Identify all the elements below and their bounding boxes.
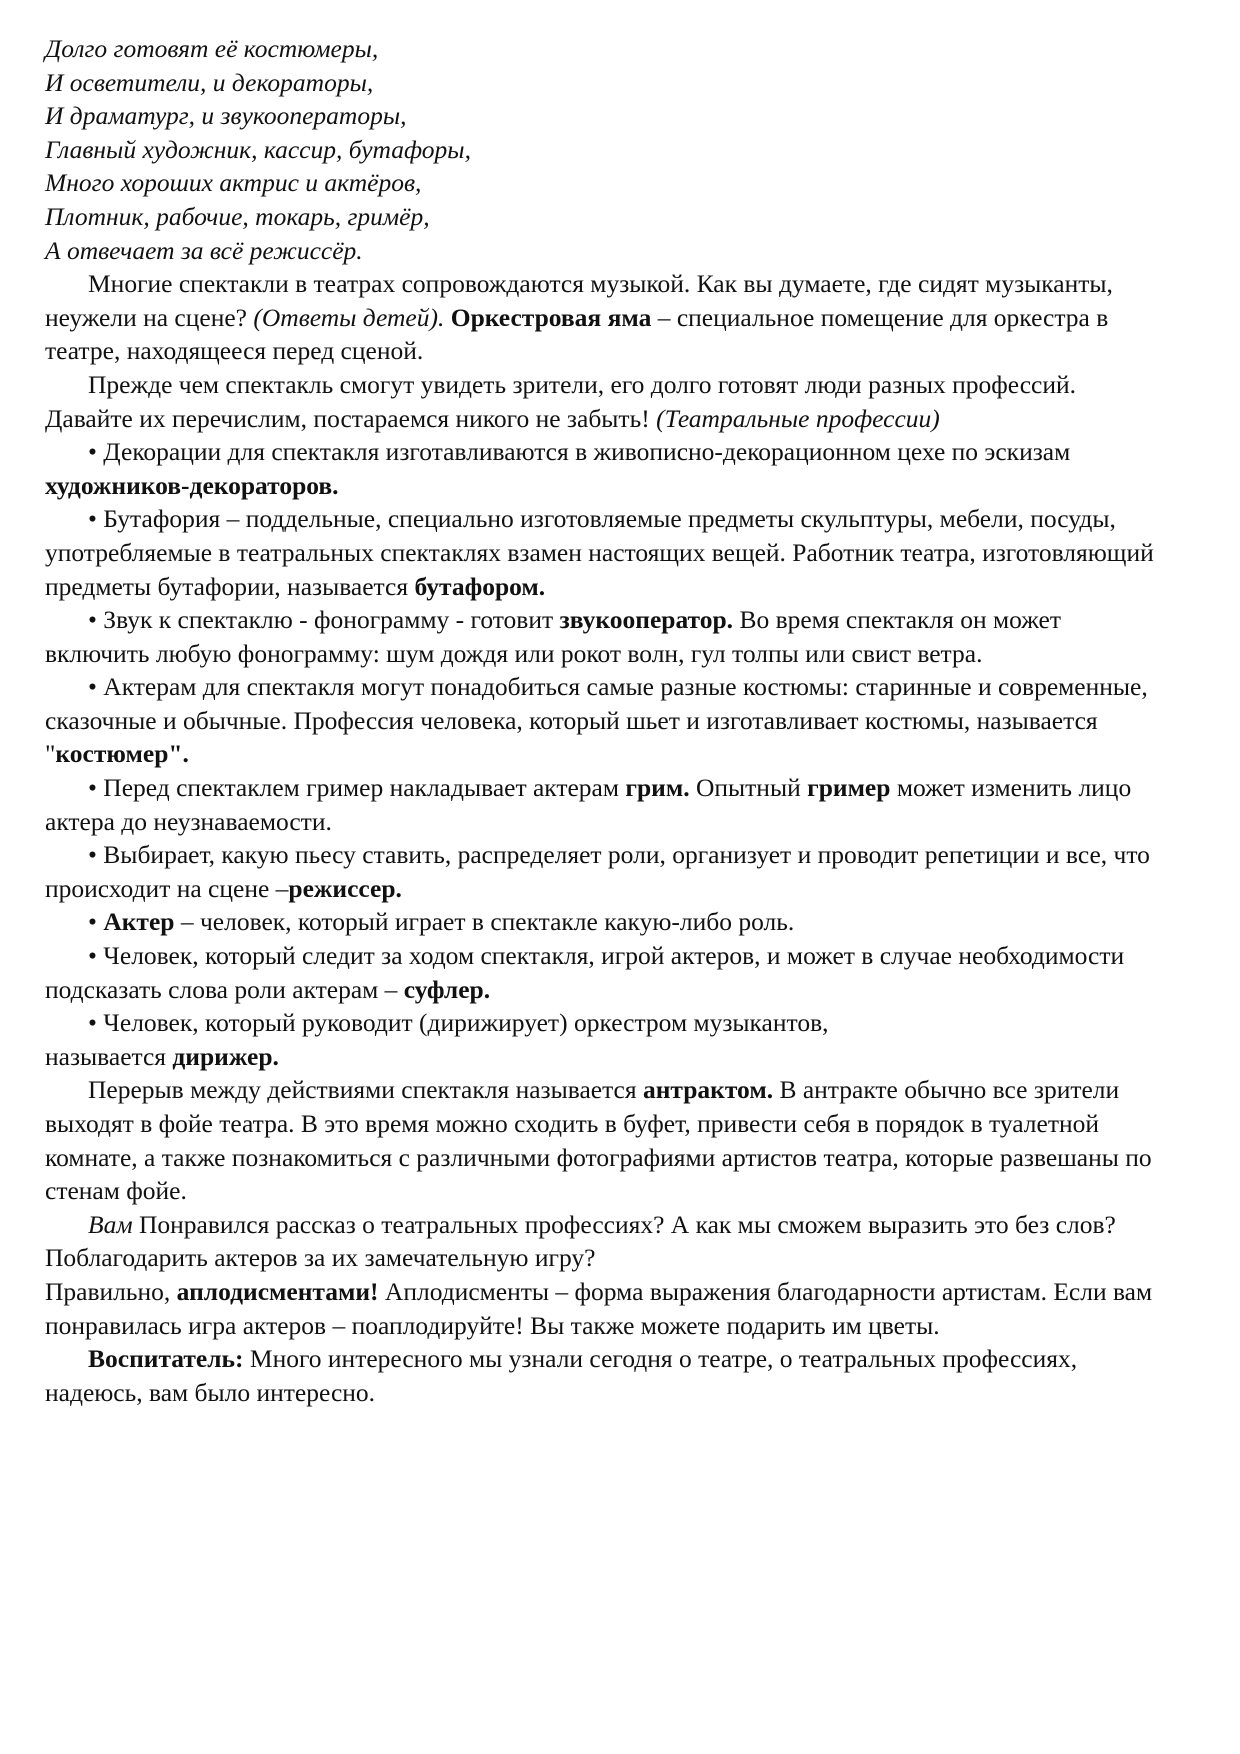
children-answers-note: (Ответы детей). — [253, 302, 445, 332]
text: • Актерам для спектакля могут понадобиться самые разные костюмы: старинные и современные, сказочные и обычные. Профессия человека, который шьет и изготавливает костюмы, называется " — [45, 672, 1148, 769]
term-props-maker: бутафором. — [414, 571, 546, 601]
term-decorators: художников-декораторов. — [45, 470, 339, 500]
term-intermission: антрактом. — [642, 1075, 774, 1105]
bullet-makeup — [45, 771, 1165, 838]
text: Правильно, — [45, 1276, 177, 1306]
term-makeup: грим. — [625, 773, 690, 803]
bullet-director — [45, 838, 1165, 905]
document-page — [45, 32, 1165, 1409]
term-sound-operator: звукооператор. — [559, 605, 734, 635]
text: Прежде чем спектакль смогут увидеть зрители, его долго готовят люди разных профессий. Давайте их перечислим, постараемся никого не забыть! — [45, 369, 1077, 433]
bullet-costume — [45, 670, 1165, 771]
text: • Звук к спектаклю - фонограмму - готовит — [88, 605, 560, 635]
paragraph-intro — [45, 368, 1165, 435]
theatre-professions-note: (Театральные профессии) — [656, 403, 940, 433]
text: Понравился рассказ о театральных профессиях? А как мы сможем выразить это без слов? Поблагодарить актеров за их замечательную игру? — [45, 1209, 1116, 1273]
text: • Перед спектаклем гример накладывает актерам — [88, 773, 626, 803]
bullet-prompter — [45, 939, 1165, 1006]
text: • Бутафория – поддельные, специально изготовляемые предметы скульптуры, мебели, посуды, употребляемые в театральных спектаклях взамен настоящих вещей. Работник театра, изготовляющий предметы бутафории, называется — [45, 504, 1154, 601]
term-applause: аплодисментами! — [176, 1276, 379, 1306]
paragraph-applause — [45, 1275, 1165, 1342]
text: Много интересного мы узнали сегодня о театре, о театральных профессиях, надеюсь, вам было интересно. — [45, 1344, 1078, 1407]
paragraph-question — [45, 1208, 1165, 1275]
text: • Человек, который руководит (дирижирует) оркестром музыкантов, — [88, 1008, 829, 1038]
text: Опытный — [689, 773, 808, 803]
bullet-conductor-continued — [45, 1040, 1165, 1074]
paragraph-intermission — [45, 1073, 1165, 1207]
text: – специальное помещение для оркестра в театре, находящееся перед сценой. — [45, 302, 1109, 366]
poem-line: Много хороших актрис и актёров, — [45, 168, 422, 198]
text: В антракте обычно все зрители выходят в фойе театра. В это время можно сходить в буфет, привести себя в порядок в туалетной комнате, а также познакомиться с различными фотографиями артистов театра, которые развешаны по стенам фойе. — [45, 1075, 1152, 1206]
bullet-actor — [45, 905, 1165, 939]
poem-line: Главный художник, кассир, бутафоры, — [45, 134, 471, 164]
poem-line: Долго готовят её костюмеры, — [45, 34, 379, 63]
text: Перерыв между действиями спектакля называется — [88, 1075, 643, 1105]
text: • Декорации для спектакля изготавливаются в живописно-декорационном цехе по эскизам — [88, 437, 1071, 467]
poem-line: А отвечает за всё режиссёр. — [45, 235, 363, 265]
poem — [45, 32, 1165, 267]
text: – человек, который играет в спектакле какую-либо роль. — [174, 907, 795, 937]
text: Многие спектакли в театрах сопровождаются музыкой. Как вы думаете, где сидят музыканты, неужели на сцене? — [45, 269, 1113, 332]
bullet-decorators — [45, 435, 1165, 502]
bullet-props — [45, 502, 1165, 603]
poem-line: И осветители, и декораторы, — [45, 67, 374, 97]
bullet-conductor — [45, 1006, 1165, 1040]
term-orchestra-pit: Оркестровая яма — [444, 302, 652, 332]
term-conductor: дирижер. — [172, 1041, 279, 1071]
term-actor: Актер — [103, 907, 175, 937]
text: Аплодисменты – форма выражения благодарности артистам. Если вам понравилась игра актеров – поаплодируйте! Вы также можете подарить им цветы. — [45, 1276, 1153, 1340]
term-costumer: костюмер". — [55, 739, 189, 769]
text: • Выбирает, какую пьесу ставить, распределяет роли, организует и проводит репетиции и все, что происходит на сцене – — [45, 840, 1150, 903]
text-italic: Вам — [88, 1209, 133, 1239]
text: • Человек, который следит за ходом спектакля, игрой актеров, и может в случае необходимости подсказать слова роли актерам – — [45, 941, 1125, 1004]
term-makeup-artist: гример — [807, 773, 891, 803]
poem-line: Плотник, рабочие, токарь, гримёр, — [45, 201, 430, 231]
text: может изменить лицо актера до неузнаваемости. — [45, 773, 1132, 836]
text: называется — [45, 1041, 173, 1071]
paragraph-orchestra — [45, 267, 1165, 368]
bullet-sound — [45, 603, 1165, 670]
term-prompter: суфлер. — [403, 974, 491, 1004]
speaker-label: Воспитатель: — [88, 1344, 244, 1374]
term-director: режиссер. — [288, 873, 402, 903]
text: Во время спектакля он может включить любую фонограмму: шум дождя или рокот волн, гул толпы или свист ветра. — [45, 605, 1062, 668]
paragraph-closing — [45, 1342, 1165, 1409]
text: • — [88, 907, 104, 937]
poem-line: И драматург, и звукооператоры, — [45, 101, 407, 131]
